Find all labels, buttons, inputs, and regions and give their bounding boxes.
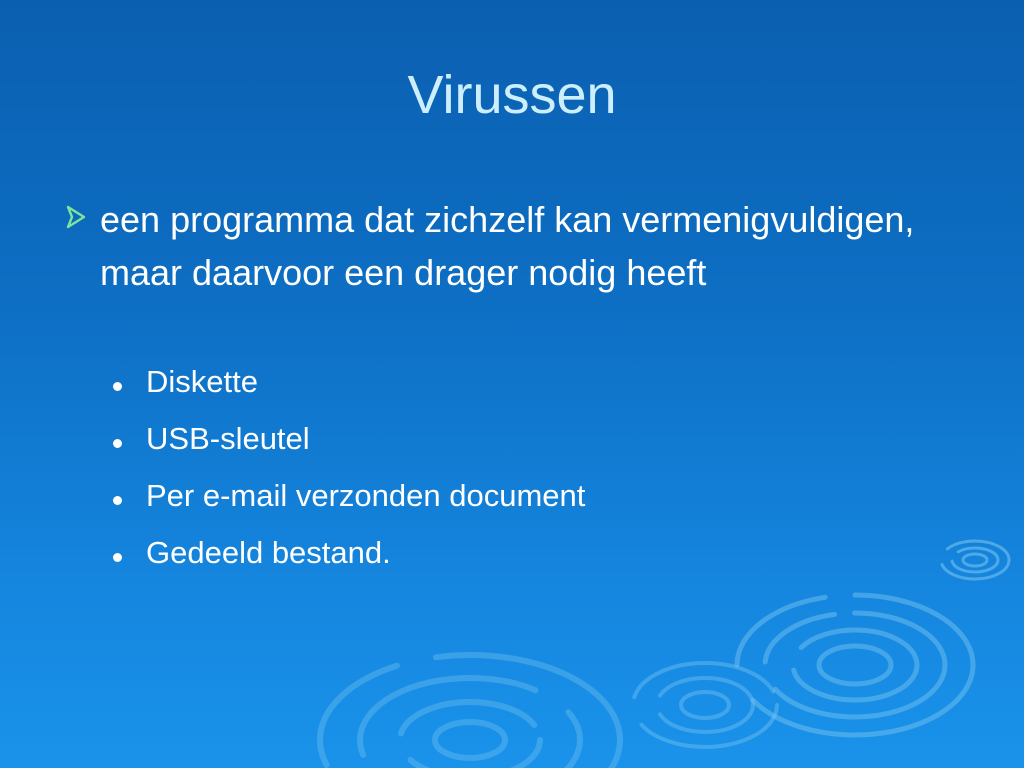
list-item-text: Diskette	[146, 364, 258, 399]
list-item-text: USB-sleutel	[146, 421, 310, 456]
list-item-text: Gedeeld bestand.	[146, 535, 391, 570]
bullet-dot-icon	[113, 553, 122, 562]
bullet-dot-icon	[113, 439, 122, 448]
bullet-dot-icon	[113, 496, 122, 505]
main-bullet-text: een programma dat zichzelf kan vermenigvuldigen, maar daarvoor een drager nodig heeft	[100, 199, 915, 293]
slide-title: Virussen	[407, 65, 617, 125]
list-item-text: Per e-mail verzonden document	[146, 478, 586, 513]
bullet-dot-icon	[113, 382, 122, 391]
arrow-bullet-icon	[62, 203, 90, 231]
